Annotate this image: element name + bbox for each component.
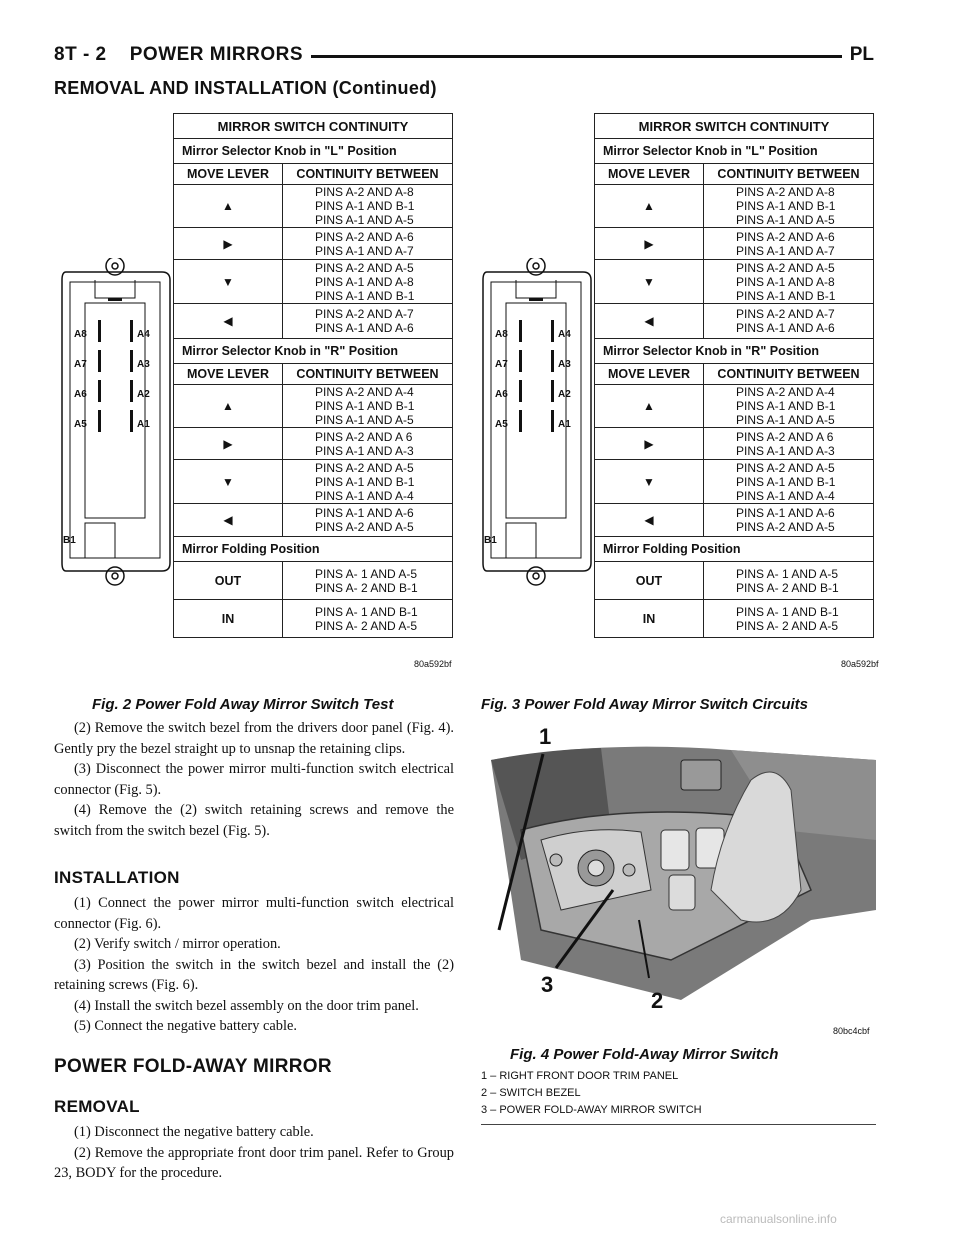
- continued-heading: REMOVAL AND INSTALLATION (Continued): [54, 78, 437, 98]
- pin-label-a4: A4: [137, 329, 150, 340]
- callout-1: 1: [539, 724, 552, 749]
- pin-label-a5: A5: [74, 419, 87, 430]
- connector-diagram: [481, 258, 596, 586]
- right-arrow-icon: ▶: [595, 228, 704, 260]
- up-arrow-icon: ▲: [174, 185, 283, 228]
- pin-label-a1: A1: [558, 419, 571, 430]
- pin-label-a1: A1: [137, 419, 150, 430]
- figure-id: 80a592bf: [841, 659, 879, 669]
- step-4: (4) Remove the (2) switch retaining screws and remove the switch from the switch bezel (Fig. 5).: [54, 802, 454, 839]
- pin-label-a3: A3: [558, 359, 571, 370]
- up-arrow-icon: ▲: [174, 385, 283, 428]
- up-arrow-icon: ▲: [595, 185, 704, 228]
- pin-label-b1: B1: [484, 535, 497, 546]
- pin-label-a5: A5: [495, 419, 508, 430]
- installation-heading: INSTALLATION: [54, 868, 180, 887]
- legend-item-2: 2 – SWITCH BEZEL: [481, 1087, 581, 1099]
- header-model-code: PL: [842, 44, 874, 66]
- legend-item-3: 3 – POWER FOLD-AWAY MIRROR SWITCH: [481, 1104, 702, 1116]
- left-arrow-icon: ◀: [595, 504, 704, 537]
- right-arrow-icon: ▶: [595, 428, 704, 460]
- rem-step-2: (2) Remove the appropriate front door trim panel. Refer to Group 23, BODY for the procedure.: [54, 1144, 454, 1181]
- continuity-table: MIRROR SWITCH CONTINUITY Mirror Selector Knob in "L" Position MOVE LEVER CONTINUITY BETWEEN ▲ PINS A-2 AND A-8 PINS A-1 AND B-1 PINS A-1 AND A-5 ▶ PINS A-2 AND A-6 PINS A-1 AND A-7 ▼ PINS A-2 AND A-5 PINS A-1 AND A-8 PINS A-1 AND B-1 ◀ PINS A-2 AND A-7 PINS A-1 AND A-6 Mirror Selector Knob in "R" Position MOVE LEVER CONTINUITY BETWEEN ▲ PINS A-2 AND A-4 PINS A-1 AND B-1 PINS A-1 AND A-5 ▶ PINS A-2 AND A 6 PINS A-1 AND A-3 ▼ PINS A-2 AND A-5 PINS A-1 AND B-1 PINS A-1 AND A-4 ◀ PINS A-1 AND A-6 PINS A-2 AND A-5 Mirror Folding Position OUT PINS A- 1 AND A-5 PINS A- 2 AND B-1 IN PINS A- 1 AND B-1 PINS A- 2 AND A-5: [173, 113, 453, 638]
- down-arrow-icon: ▼: [595, 460, 704, 504]
- fig4-photo: [481, 720, 876, 1040]
- callout-3: 3: [541, 972, 554, 997]
- pin-label-a6: A6: [495, 389, 508, 400]
- connector-diagram: [60, 258, 175, 586]
- rem-step-1: (1) Disconnect the negative battery cable.: [74, 1124, 314, 1140]
- fold-position-heading: Mirror Folding Position: [174, 537, 453, 562]
- figure-3: [481, 113, 891, 678]
- fold-out-label: OUT: [174, 562, 283, 600]
- continuity-table: MIRROR SWITCH CONTINUITY Mirror Selector Knob in "L" Position MOVE LEVER CONTINUITY BETWEEN ▲ PINS A-2 AND A-8 PINS A-1 AND B-1 PINS A-1 AND A-5 ▶ PINS A-2 AND A-6 PINS A-1 AND A-7 ▼ PINS A-2 AND A-5 PINS A-1 AND A-8 PINS A-1 AND B-1 ◀ PINS A-2 AND A-7 PINS A-1 AND A-6 Mirror Selector Knob in "R" Position MOVE LEVER CONTINUITY BETWEEN ▲ PINS A-2 AND A-4 PINS A-1 AND B-1 PINS A-1 AND A-5 ▶ PINS A-2 AND A 6 PINS A-1 AND A-3 ▼ PINS A-2 AND A-5 PINS A-1 AND B-1 PINS A-1 AND A-4 ◀ PINS A-1 AND A-6 PINS A-2 AND A-5 Mirror Folding Position OUT PINS A- 1 AND A-5 PINS A- 2 AND B-1 IN PINS A- 1 AND B-1 PINS A- 2 AND A-5: [594, 113, 874, 638]
- table-title: MIRROR SWITCH CONTINUITY: [174, 114, 453, 139]
- legend-rule: [481, 1124, 876, 1125]
- fig4-caption: Fig. 4 Power Fold-Away Mirror Switch: [510, 1046, 779, 1063]
- pin-label-a3: A3: [137, 359, 150, 370]
- fig4-id: 80bc4cbf: [833, 1026, 870, 1036]
- pin-label-a2: A2: [137, 389, 150, 400]
- pin-label-a7: A7: [74, 359, 87, 370]
- inst-step-3: (3) Position the switch in the switch bezel and install the (2) retaining screws (Fig. 6).: [54, 956, 454, 993]
- inst-step-5: (5) Connect the negative battery cable.: [74, 1018, 297, 1034]
- l-position-heading: Mirror Selector Knob in "L" Position: [174, 139, 453, 164]
- fold-in-label: IN: [174, 600, 283, 638]
- header-section-title: 8T - 2 POWER MIRRORS: [54, 44, 311, 66]
- figure-2: [60, 113, 470, 678]
- right-arrow-icon: ▶: [174, 228, 283, 260]
- pin-label-a4: A4: [558, 329, 571, 340]
- step-3: (3) Disconnect the power mirror multi-function switch electrical connector (Fig. 5).: [54, 761, 454, 798]
- left-arrow-icon: ◀: [174, 304, 283, 339]
- r-position-heading: Mirror Selector Knob in "R" Position: [174, 339, 453, 364]
- inst-step-2: (2) Verify switch / mirror operation.: [74, 936, 281, 952]
- removal-heading: REMOVAL: [54, 1097, 140, 1116]
- left-arrow-icon: ◀: [595, 304, 704, 339]
- fig4-legend: [481, 1068, 702, 1119]
- watermark: carmanualsonline.info: [720, 1212, 837, 1226]
- up-arrow-icon: ▲: [595, 385, 704, 428]
- pin-label-a6: A6: [74, 389, 87, 400]
- pin-label-b1: B1: [63, 535, 76, 546]
- down-arrow-icon: ▼: [174, 260, 283, 304]
- down-arrow-icon: ▼: [174, 460, 283, 504]
- pin-label-a2: A2: [558, 389, 571, 400]
- callout-2: 2: [651, 988, 664, 1013]
- installation-steps: [54, 893, 454, 1037]
- removal-steps: [54, 1122, 454, 1184]
- col-move-lever: MOVE LEVER: [174, 164, 283, 185]
- removal-steps-continued: [54, 718, 454, 841]
- figure-id: 80a592bf: [414, 659, 452, 669]
- inst-step-4: (4) Install the switch bezel assembly on the door trim panel.: [74, 997, 419, 1014]
- pin-label-a7: A7: [495, 359, 508, 370]
- fig2-caption: Fig. 2 Power Fold Away Mirror Switch Test: [92, 696, 394, 713]
- page-header: [54, 44, 874, 74]
- down-arrow-icon: ▼: [595, 260, 704, 304]
- power-fold-away-heading: POWER FOLD-AWAY MIRROR: [54, 1056, 332, 1077]
- inst-step-1: (1) Connect the power mirror multi-function switch electrical connector (Fig. 6).: [54, 895, 454, 932]
- right-arrow-icon: ▶: [174, 428, 283, 460]
- col-continuity: CONTINUITY BETWEEN: [283, 164, 453, 185]
- step-2: (2) Remove the switch bezel from the drivers door panel (Fig. 4). Gently pry the bezel straight up to unsnap the retaining clips.: [54, 720, 454, 757]
- pin-label-a8: A8: [74, 329, 87, 340]
- fig3-caption: Fig. 3 Power Fold Away Mirror Switch Circuits: [481, 696, 808, 713]
- legend-item-1: 1 – RIGHT FRONT DOOR TRIM PANEL: [481, 1070, 679, 1082]
- pin-label-a8: A8: [495, 329, 508, 340]
- left-arrow-icon: ◀: [174, 504, 283, 537]
